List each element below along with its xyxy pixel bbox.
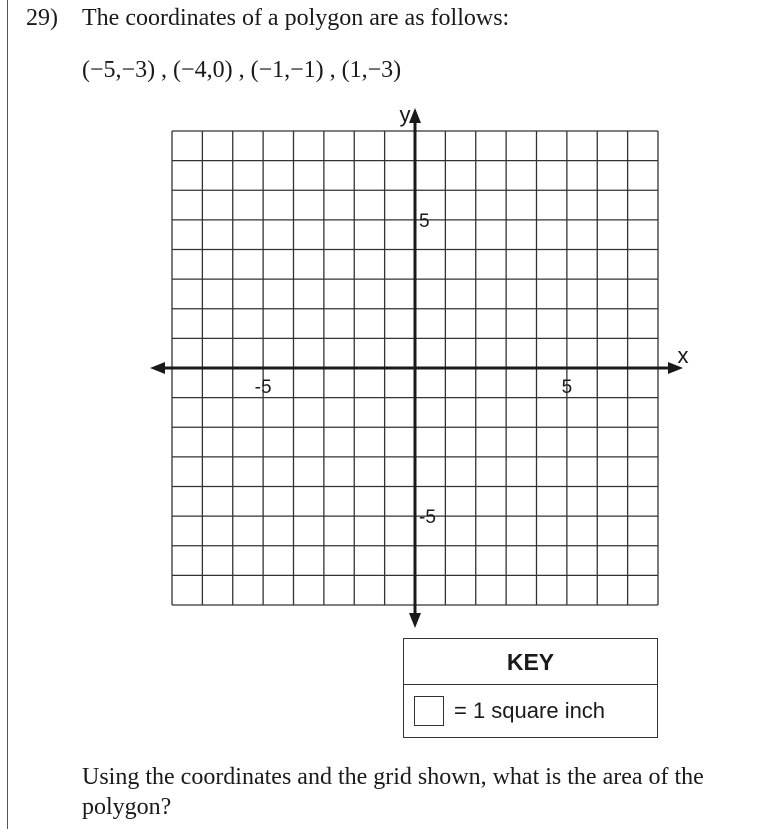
polygon-coordinates: (−5,−3) , (−4,0) , (−1,−1) , (1,−3) [82, 57, 402, 83]
question-prompt: The coordinates of a polygon are as follows: [82, 5, 510, 31]
y-axis-up-arrow-icon [409, 108, 421, 123]
key-title: KEY [404, 639, 657, 685]
grid-key [403, 638, 658, 738]
y-axis-down-arrow-icon [409, 613, 421, 628]
x-tick-label: -5 [254, 377, 272, 398]
x-tick-label: 5 [561, 377, 573, 398]
y-axis-label: y [399, 102, 411, 127]
question-text: Using the coordinates and the grid shown, what is the area of the polygon? [82, 764, 704, 820]
key-row [404, 685, 657, 737]
y-tick-label: 5 [419, 210, 430, 232]
x-axis-label: x [677, 343, 689, 368]
y-tick-label: -5 [419, 507, 436, 529]
unit-square-icon [414, 696, 444, 726]
question-number: 29) [26, 5, 58, 31]
x-axis-left-arrow-icon [150, 362, 165, 374]
key-label: = 1 square inch [454, 698, 606, 723]
